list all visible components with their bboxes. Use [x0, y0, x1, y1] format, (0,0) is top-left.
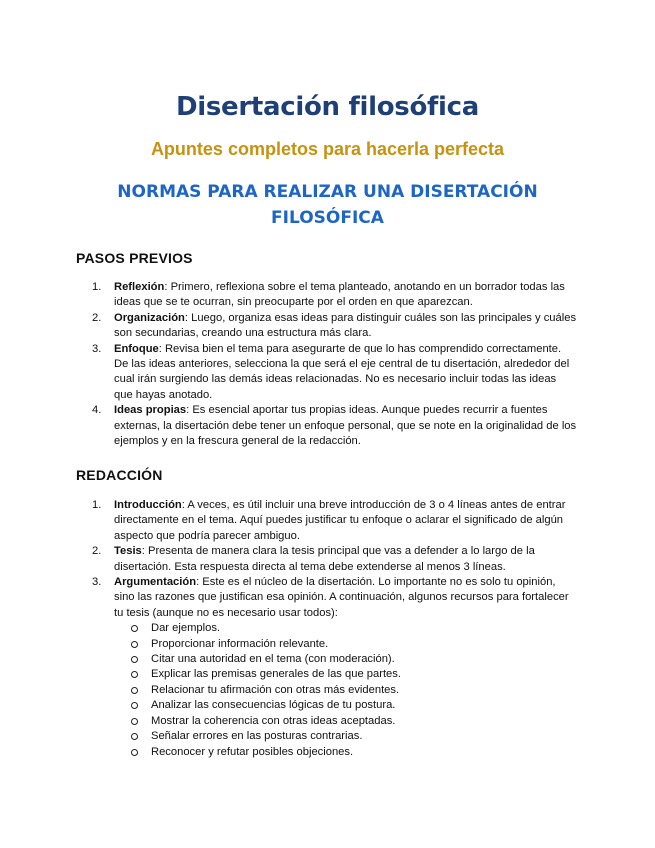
bullet-icon: [131, 671, 138, 678]
bullet-icon: [131, 702, 138, 709]
resource-text: Dar ejemplos.: [151, 622, 221, 635]
item-number: 3.: [92, 342, 102, 355]
item-term: Reflexión: [114, 281, 165, 293]
list-item: [92, 311, 577, 342]
document-title: Disertación filosófica: [175, 92, 480, 122]
resource-text: Explicar las premisas generales de las que partes.: [151, 668, 401, 681]
item-text: : Es esencial aportar tus propias ideas. Aunque puedes recurrir a fuentes externas, la disertación debe tener un enfoque personal, que se note en la originalidad de los ejemplos y en la frescura general de la redacción.: [114, 404, 577, 448]
redaccion-list: [92, 498, 577, 760]
item-number: 2.: [92, 311, 102, 324]
bullet-icon: [131, 625, 138, 632]
list-item: [92, 403, 577, 449]
resource-text: Señalar errores en las posturas contrarias.: [151, 730, 363, 743]
item-term: Introducción: [114, 499, 182, 511]
item-text: : Luego, organiza esas ideas para distinguir cuáles son las principales y cuáles son secundarias, creando una estructura más clara.: [114, 311, 577, 340]
item-text: : Revisa bien el tema para asegurarte de que lo has comprendido correctamente. De las ideas anteriores, selecciona la que será el eje central de tu disertación, alrededor del cual irán surgiendo las demás ideas relacionadas. No es necesario incluir todas las ideas que hayas anotado.: [114, 342, 570, 401]
item-term: Tesis: [114, 545, 142, 558]
pasos-previos-list: [92, 280, 577, 449]
bullet-icon: [131, 733, 138, 740]
item-text: : Presenta de manera clara la tesis principal que vas a defender a lo largo de la disertación. Esta respuesta directa al tema debe extenderse al menos 3 líneas.: [114, 545, 535, 573]
resource-item: [114, 698, 577, 713]
item-number: 3.: [92, 576, 102, 589]
list-item: [92, 280, 577, 311]
resource-text: Relacionar tu afirmación con otras más evidentes.: [151, 683, 400, 696]
resource-text: Analizar las consecuencias lógicas de tu postura.: [151, 699, 396, 712]
bullet-icon: [131, 718, 138, 725]
item-number: 1.: [92, 499, 102, 511]
resource-item: [114, 714, 577, 729]
resource-text: Reconocer y refutar posibles objeciones.: [151, 745, 354, 758]
resource-item: [114, 683, 577, 698]
item-number: 4.: [92, 404, 102, 417]
bullet-icon: [131, 687, 138, 694]
list-item: [92, 544, 577, 575]
document-subtitle: Apuntes completos para hacerla perfecta: [150, 139, 505, 159]
bullet-icon: [131, 641, 138, 648]
section-heading: NORMAS PARA REALIZAR UNA DISERTACIÓN FILOSÓFICA: [117, 182, 538, 228]
resource-item: [114, 667, 577, 682]
bullet-icon: [131, 749, 138, 756]
item-term: Ideas propias: [114, 404, 187, 417]
pasos-previos-title: PASOS PREVIOS: [76, 250, 193, 266]
item-term: Argumentación: [114, 576, 197, 589]
redaccion-title: REDACCIÓN: [76, 467, 163, 483]
item-number: 2.: [92, 545, 102, 558]
resource-item: [114, 621, 577, 636]
item-term: Enfoque: [114, 342, 159, 355]
list-item: [92, 575, 577, 760]
resource-item: [114, 729, 577, 744]
resource-text: Proporcionar información relevante.: [151, 637, 329, 650]
resource-item: [114, 652, 577, 667]
item-text: : Este es el núcleo de la disertación. Lo importante no es solo tu opinión, sino las razones que justifican esa opinión. A continuación, algunos recursos para fortalecer tu tesis (aunque no es necesario usar todos):: [114, 576, 569, 619]
resource-item: [114, 637, 577, 652]
list-item: [92, 498, 577, 544]
item-term: Organización: [114, 311, 185, 324]
resource-text: Citar una autoridad en el tema (con moderación).: [151, 653, 395, 666]
item-text: : A veces, es útil incluir una breve introducción de 3 o 4 líneas antes de entrar directamente en el tema. Aquí puedes justificar tu enfoque o aclarar el significado de algún aspecto que podría parecer ambiguo.: [114, 499, 566, 542]
resource-text: Mostrar la coherencia con otras ideas aceptadas.: [151, 714, 396, 727]
list-item: [92, 342, 577, 404]
bullet-icon: [131, 656, 138, 663]
item-text: : Primero, reflexiona sobre el tema planteado, anotando en un borrador todas las ideas que se te ocurran, sin preocuparte por el orden en que aparezcan.: [114, 281, 565, 309]
resource-item: [114, 745, 577, 760]
item-number: 1.: [92, 281, 102, 293]
resources-sublist: [114, 621, 577, 760]
